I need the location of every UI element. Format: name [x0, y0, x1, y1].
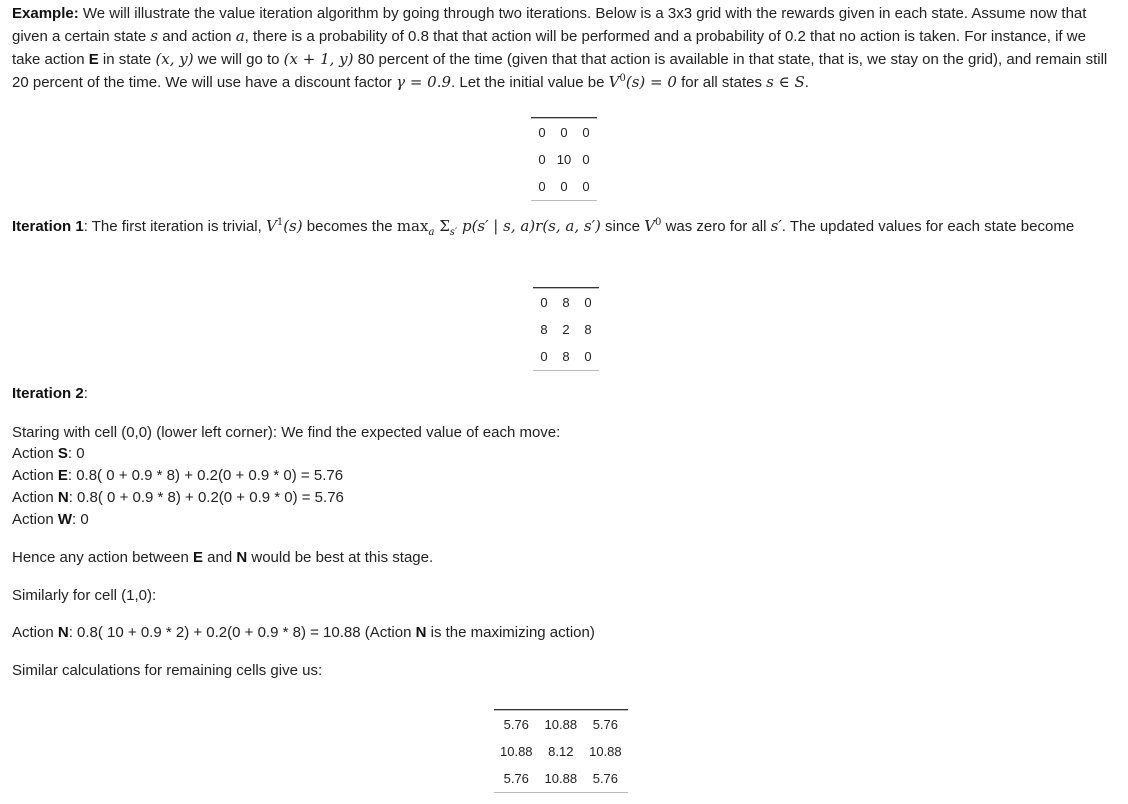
math-max: max	[396, 217, 429, 235]
intro-paragraph	[12, 3, 1118, 94]
grid-cell: 10.88	[544, 717, 578, 732]
iteration-2-label: Iteration 2	[12, 385, 84, 402]
action-direction: N	[57, 489, 69, 506]
iteration-2-heading	[12, 383, 1118, 405]
grid-cell: 10.88	[539, 765, 584, 793]
action-prefix: Action	[12, 624, 58, 641]
intro-text-8: for all states	[676, 74, 767, 91]
iteration-1-label: Iteration 1	[12, 218, 84, 235]
action-prefix: Action	[12, 489, 58, 506]
math-gamma: γ = 0.9	[396, 73, 452, 91]
reward-grid	[531, 117, 597, 201]
math-s: s	[150, 27, 159, 45]
similarly-text: Similarly for cell (1,0):	[12, 587, 157, 604]
iter1-text-4: was zero for all	[661, 218, 771, 235]
grid-cell: 0	[553, 173, 575, 201]
similar-calc-text: Similar calculations for remaining cells give us:	[12, 662, 323, 679]
intro-text-5: we will go to	[193, 51, 284, 68]
grid-cell: 10.88	[589, 744, 622, 759]
math-sum-sub: s′	[449, 227, 458, 238]
iteration-1-paragraph	[12, 215, 1118, 238]
math-v0	[609, 73, 677, 91]
grid-cell: 0	[538, 125, 546, 140]
grid-row	[494, 711, 628, 739]
intro-text-4: in state	[98, 51, 156, 68]
action-direction: E	[57, 467, 68, 484]
math-v1-arg: (s)	[283, 217, 303, 235]
math-x1y: (x + 1, y)	[283, 50, 354, 68]
grid-cell: 2	[562, 322, 570, 337]
grid-cell: 0	[538, 152, 546, 167]
grid-cell: 5.76	[494, 765, 539, 793]
grid-cell: 0	[531, 173, 553, 201]
action-e-label: E	[88, 51, 99, 68]
grid-row	[531, 146, 597, 173]
action-n-line	[12, 487, 1118, 509]
grid-cell: 0	[533, 343, 555, 371]
action-value: : 0.8( 0 + 0.9 * 8) + 0.2(0 + 0.9 * 0) = 5.76	[68, 489, 344, 506]
action-value: : 0	[72, 511, 89, 528]
grid-row	[531, 173, 597, 201]
math-expr: p(s′ | s, a)r(s, a, s′)	[457, 217, 601, 235]
intro-text-7: . Let the initial value be	[451, 74, 609, 91]
math-sum: Σ	[434, 217, 450, 235]
math-v0-iter1	[644, 217, 661, 235]
grid-row	[494, 765, 628, 793]
iteration-2-grid	[494, 709, 628, 793]
intro-text-1: We will illustrate the value iteration algorithm by going through two iterations. Below is a 3x3 grid with the rewards given in each state. Assume now that given a certain state	[12, 5, 1087, 45]
action-w-line	[12, 509, 1118, 531]
hence-part-2: and	[202, 549, 237, 566]
grid-cell: 0	[540, 295, 548, 310]
iter1-text-5: . The updated values for each state become	[781, 218, 1075, 235]
math-v0-iter1-sup: 0	[655, 217, 662, 228]
iter1-text-2: becomes the	[302, 218, 397, 235]
action-direction: N	[57, 624, 69, 641]
math-v0-base: V	[608, 73, 620, 91]
grid-cell: 0	[560, 125, 568, 140]
hence-text	[12, 547, 1118, 569]
cell-1-0-action-n-line	[12, 622, 1118, 644]
iter1-text-1: : The first iteration is trivial,	[83, 218, 266, 235]
grid-cell: 8	[584, 322, 592, 337]
grid-cell: 8.12	[548, 744, 574, 759]
grid-cell: 0	[577, 343, 599, 371]
action-direction: W	[57, 511, 73, 528]
action-s-line	[12, 443, 1118, 465]
maximizing-action: N	[415, 624, 427, 641]
iter1-text-3: since	[600, 218, 645, 235]
iteration-1-grid	[533, 287, 599, 371]
action-direction: S	[57, 445, 68, 462]
grid-cell: 10.88	[500, 744, 533, 759]
hence-part-1: Hence any action between	[12, 549, 193, 566]
grid-row	[531, 119, 597, 147]
math-v1-base: V	[265, 217, 277, 235]
action-e-line	[12, 465, 1118, 487]
math-xy: (x, y)	[155, 50, 194, 68]
math-v0-iter1-base: V	[644, 217, 656, 235]
hence-part-3: would be best at this stage.	[247, 549, 434, 566]
math-v0-arg: (s) = 0	[625, 73, 677, 91]
grid-cell: 8	[555, 343, 577, 371]
action-note: is the maximizing action)	[426, 624, 595, 641]
action-value: : 0.8( 10 + 0.9 * 2) + 0.2(0 + 0.9 * 8) = 10.88 (Action	[68, 624, 416, 641]
intro-text-9: .	[804, 74, 809, 91]
math-s-in-S: s ∈ S	[766, 73, 805, 91]
action-prefix: Action	[12, 511, 58, 528]
intro-text-2: and action	[158, 28, 236, 45]
grid-cell: 0	[575, 173, 597, 201]
grid-cell: 8	[562, 295, 570, 310]
action-prefix: Action	[12, 445, 58, 462]
intro-text-3: , there is a probability of 0.8 that that action will be performed and a probability of 0.2 that no action is taken. For instance, if we take action	[12, 28, 1086, 68]
grid-cell: 5.76	[503, 717, 529, 732]
grid-row	[533, 316, 599, 343]
math-a: a	[235, 27, 245, 45]
start-cell-text: Staring with cell (0,0) (lower left corner): We find the expected value of each move:	[12, 424, 561, 441]
grid-cell: 10	[556, 152, 572, 167]
math-max-sub: a	[428, 227, 435, 238]
math-v1-sup: 1	[276, 217, 284, 228]
hence-action-e: E	[192, 549, 203, 566]
grid-row	[533, 343, 599, 371]
grid-cell: 0	[582, 152, 590, 167]
math-v1	[266, 217, 303, 235]
grid-cell: 8	[540, 322, 548, 337]
grid-cell: 5.76	[583, 765, 628, 793]
intro-label: Example:	[12, 5, 79, 22]
intro-text-6: 80 percent of the time (given that that action is available in that state, that is, we stay on the grid), and remain still 20 percent of the time. We will use have a discount factor	[12, 51, 1108, 91]
action-prefix: Action	[12, 467, 58, 484]
grid-cell: 0	[584, 295, 592, 310]
action-value: : 0	[67, 445, 85, 462]
hence-action-n: N	[236, 549, 248, 566]
action-value: : 0.8( 0 + 0.9 * 8) + 0.2(0 + 0.9 * 0) = 5.76	[67, 467, 344, 484]
iteration-2-colon: :	[83, 385, 88, 402]
grid-row	[533, 289, 599, 317]
math-v0-sup: 0	[619, 73, 626, 84]
grid-row	[494, 738, 628, 765]
grid-cell: 0	[582, 125, 590, 140]
math-s-prime: s′	[770, 217, 782, 235]
grid-cell: 5.76	[592, 717, 619, 732]
